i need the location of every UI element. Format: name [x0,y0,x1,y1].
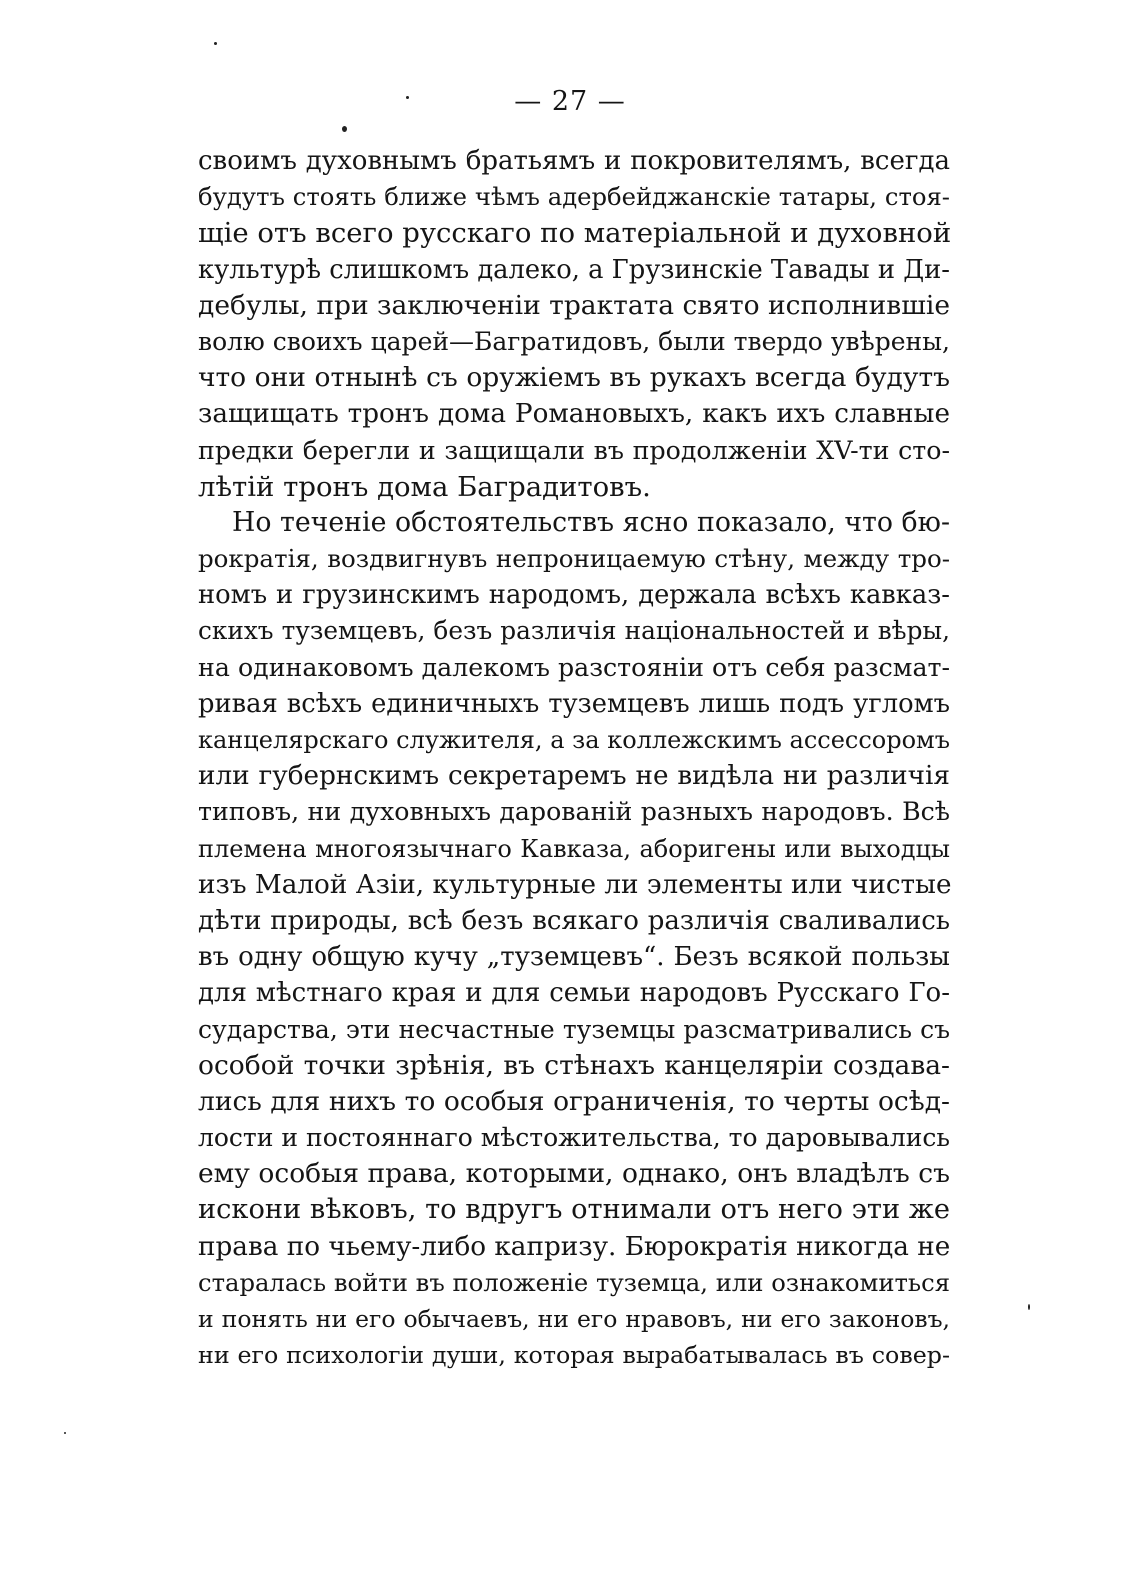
text-line: дебулы, при заключеніи трактата свято исполнившіе [198,289,951,321]
print-speck [64,1432,66,1434]
page-number: — 27 — [514,86,626,117]
text-line: предки берегли и защищали въ продолженіи XV-ти сто- [198,435,950,465]
paragraph-1 [198,143,950,505]
text-line: лости и постояннаго мѣстожительства, то даровывались [198,1123,950,1153]
text-line: старалась войти въ положеніе туземца, или ознакомиться [198,1267,950,1297]
print-speck [342,126,347,132]
text-line: что они отнынѣ съ оружіемъ въ рукахъ всегда будутъ [198,362,950,394]
paragraph-2 [198,505,950,1374]
text-line: волю своихъ царей—Багратидовъ, были твердо увѣрены, [198,326,950,356]
text-line: искони вѣковъ, то вдругъ отнимали отъ него эти же [198,1194,950,1226]
text-line: сударства, эти несчастные туземцы разсматривались съ [198,1014,950,1044]
text-line: на одинаковомъ далекомъ разстояніи отъ себя разсмат- [198,652,950,682]
print-speck [214,42,217,45]
text-line: особой точки зрѣнія, въ стѣнахъ канцеляріи создава- [198,1049,950,1081]
text-line: и понять ни его обычаевъ, ни его нравовъ, ни его законовъ, [198,1305,950,1333]
text-line: въ одну общую кучу „туземцевъ“. Безъ всякой пользы [198,942,950,973]
text-line: щіе отъ всего русскаго по матеріальной и духовной [198,217,952,250]
text-line: права по чьему-либо капризу. Бюрократія никогда не [198,1231,951,1262]
text-line: канцелярскаго служителя, а за коллежскимъ ассессоромъ [198,726,950,754]
text-line: скихъ туземцевъ, безъ различія національностей и вѣры, [198,616,950,646]
text-line: Но теченіе обстоятельствъ ясно показало, что бю- [232,506,950,538]
print-speck [1028,1304,1030,1310]
text-line: типовъ, ни духовныхъ дарованій разныхъ народовъ. Всѣ [198,797,950,827]
body-text [198,143,950,1373]
text-line: дѣти природы, всѣ безъ всякаго различія сваливались [198,905,950,936]
text-line: лѣтій тронъ дома Баградитовъ. [198,470,651,503]
text-line: защищать тронъ дома Романовыхъ, какъ ихъ славные [198,399,950,430]
text-line: ни его психологіи души, которая вырабатывалась въ совер- [198,1341,950,1370]
text-line: номъ и грузинскимъ народомъ, держала всѣхъ кавказ- [198,580,950,611]
text-line: ему особыя права, которыми, однако, онъ владѣлъ съ [198,1158,950,1190]
text-line: рократія, воздвигнувъ непроницаемую стѣну, между тро- [198,544,950,574]
text-line: культурѣ слишкомъ далеко, а Грузинскіе Тавады и Ди- [198,254,950,285]
text-line: племена многоязычнаго Кавказа, аборигены или выходцы [198,834,950,863]
text-line: ривая всѣхъ единичныхъ туземцевъ лишь подъ угломъ [198,688,950,719]
text-line: изъ Малой Азіи, культурные ли элементы или чистые [198,869,952,900]
text-line: или губернскимъ секретаремъ не видѣла ни различія [198,761,950,792]
text-line: для мѣстнаго края и для семьи народовъ Русскаго Го- [198,978,950,1009]
text-line: будутъ стоять ближе чѣмъ адербейджанскіе татары, стоя- [198,182,950,212]
text-line: своимъ духовнымъ братьямъ и покровителямъ, всегда [198,146,950,176]
text-line: лись для нихъ то особыя ограниченія, то черты осѣд- [198,1085,950,1117]
